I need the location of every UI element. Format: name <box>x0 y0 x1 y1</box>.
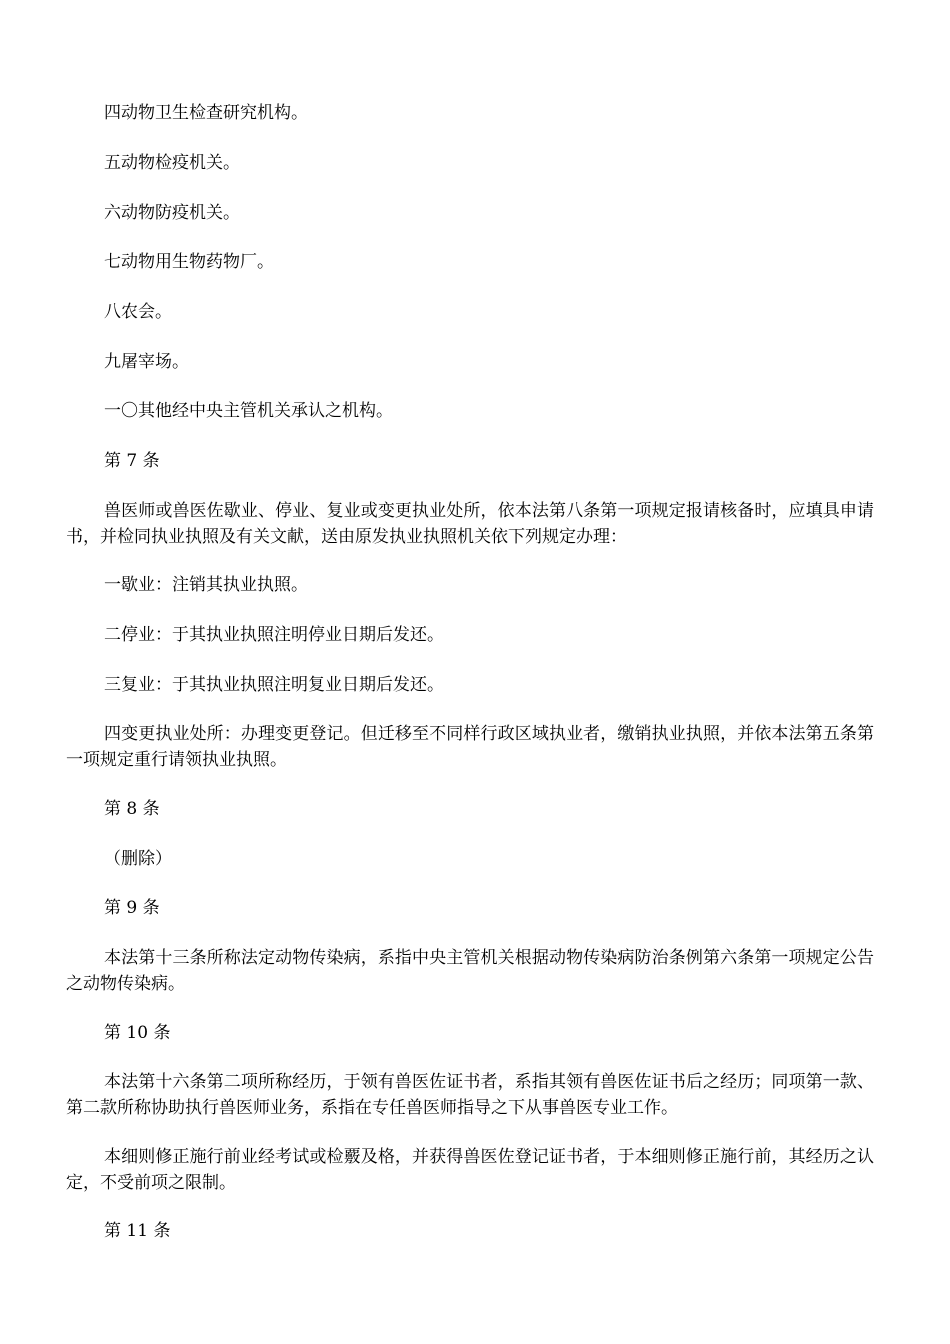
paragraph-item-10: 一〇其他经中央主管机关承认之机构。 <box>104 401 393 421</box>
paragraph-item-5: 五动物检疫机关。 <box>104 153 240 173</box>
article-7-item-1: 一歇业：注销其执业执照。 <box>104 575 308 595</box>
article-heading-7: 第 7 条 <box>104 451 160 471</box>
article-7-item-2: 二停业：于其执业执照注明停业日期后发还。 <box>104 625 444 645</box>
article-heading-10: 第 10 条 <box>104 1023 171 1043</box>
article-9-body: 本法第十三条所称法定动物传染病，系指中央主管机关根据动物传染病防治条例第六条第一项规定公告之动物传染病。 <box>66 948 874 994</box>
article-heading-8: 第 8 条 <box>104 799 160 819</box>
paragraph-item-6: 六动物防疫机关。 <box>104 203 240 223</box>
article-heading-9: 第 9 条 <box>104 898 160 918</box>
paragraph-item-4: 四动物卫生检查研究机构。 <box>104 103 308 123</box>
paragraph-item-9: 九屠宰场。 <box>104 352 189 372</box>
article-7-item-4: 四变更执业处所：办理变更登记。但迁移至不同样行政区域执业者，缴销执业执照，并依本法第五条第一项规定重行请领执业执照。 <box>66 724 874 770</box>
article-10-body-2: 本细则修正施行前业经考试或检覈及格，并获得兽医佐登记证书者，于本细则修正施行前，其经历之认定，不受前项之限制。 <box>66 1147 874 1193</box>
article-heading-11: 第 11 条 <box>104 1221 171 1241</box>
paragraph-item-8: 八农会。 <box>104 302 172 322</box>
paragraph-item-7: 七动物用生物药物厂。 <box>104 252 274 272</box>
article-10-body-1: 本法第十六条第二项所称经历，于领有兽医佐证书者，系指其领有兽医佐证书后之经历；同项第一款、第二款所称协助执行兽医师业务，系指在专任兽医师指导之下从事兽医专业工作。 <box>66 1072 874 1118</box>
article-8-body: （删除） <box>104 849 172 869</box>
article-7-item-3: 三复业：于其执业执照注明复业日期后发还。 <box>104 675 444 695</box>
article-7-body: 兽医师或兽医佐歇业、停业、复业或变更执业处所，依本法第八条第一项规定报请核备时，应填具申请书，并检同执业执照及有关文献，送由原发执业执照机关依下列规定办理： <box>66 501 874 547</box>
